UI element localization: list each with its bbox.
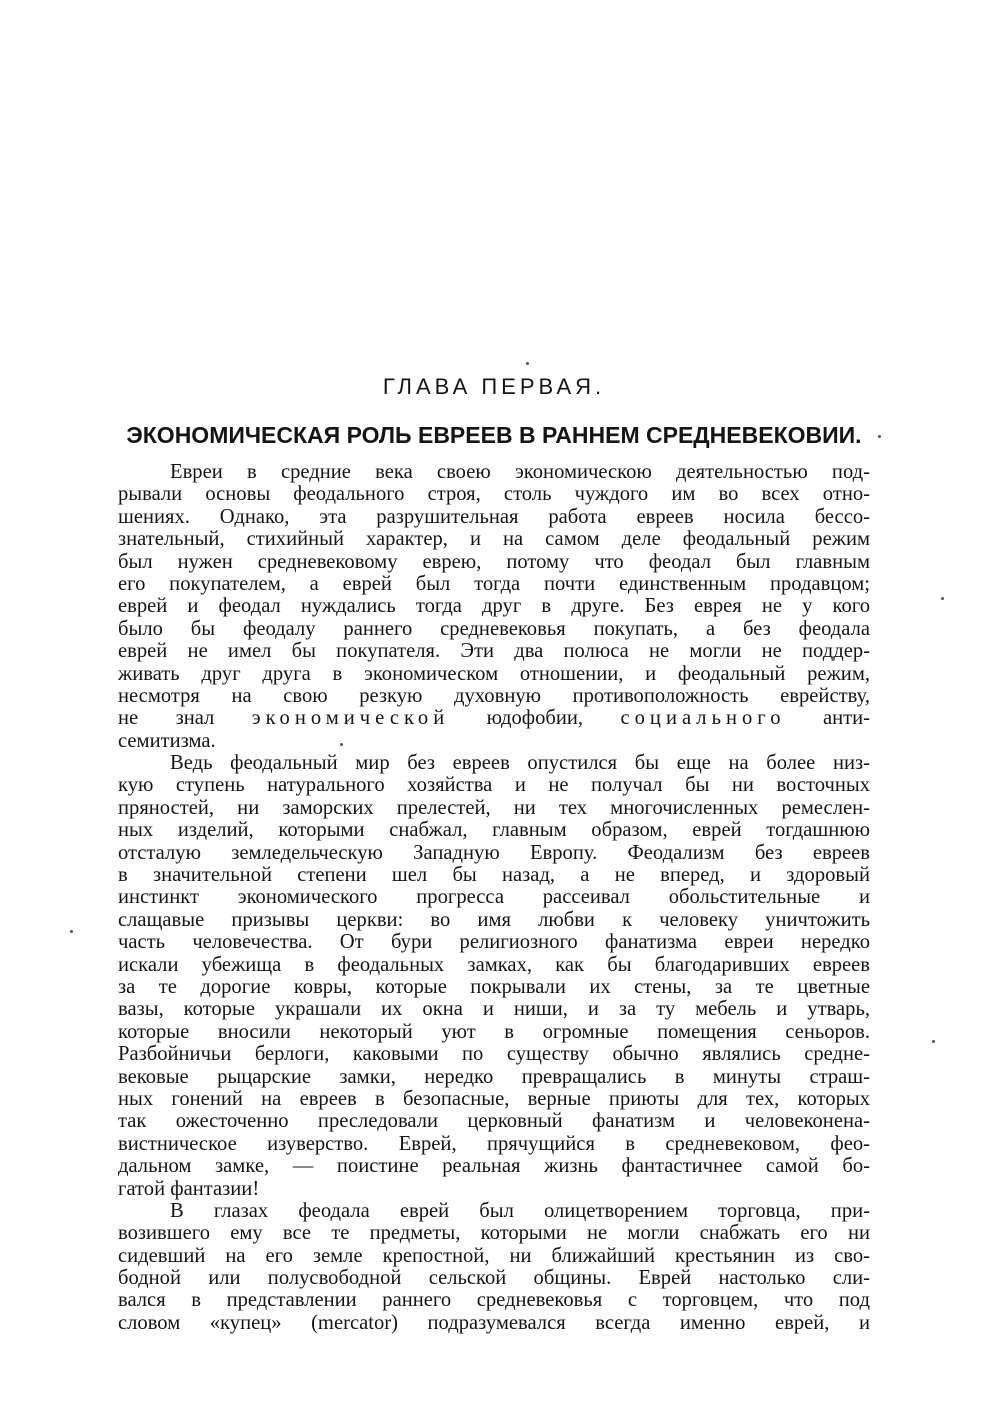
text-line: семитизма. (118, 729, 216, 752)
text-line: дальном замке, — поистине реальная жизнь фантастичнее самой бо- (118, 1155, 870, 1178)
text-segment: юдофобии, (486, 707, 584, 730)
scan-speck (526, 362, 529, 365)
spaced-word: социального (620, 707, 786, 730)
text-segment: анти- (822, 707, 870, 730)
text-line: был нужен средневековому еврею, потому что феодал был главным (118, 550, 870, 573)
scan-speck (941, 597, 944, 600)
text-line: рывали основы феодального строя, столь чуждого им во всех отно- (118, 483, 870, 506)
text-line: инстинкт экономического прогресса рассеивал обольстительные и (118, 886, 870, 909)
scan-speck (878, 435, 881, 438)
scan-speck (932, 1040, 935, 1043)
text-line: часть человечества. От бури религиозного фанатизма евреи нередко (118, 931, 870, 954)
text-line: так ожесточенно преследовали церковный фанатизм и человеконена- (118, 1110, 870, 1133)
text-line: живать друг друга в экономическом отношении, и феодальный режим, (118, 662, 870, 685)
text-line: знательный, стихийный характер, и на самом деле феодальный режим (118, 528, 870, 551)
text-line: пряностей, ни заморских прелестей, ни тех многочисленных ремеслен- (118, 796, 870, 819)
text-line: еврей не имел бы покупателя. Эти два полюса не могли не поддер- (118, 640, 870, 663)
text-line: ных гонений на евреев в безопасные, верные приюты для тех, которых (118, 1087, 870, 1110)
text-line: еврей и феодал нуждались тогда друг в друге. Без еврея не у кого (118, 595, 870, 618)
text-line: гатой фантазии! (118, 1177, 260, 1200)
scan-speck (70, 930, 73, 933)
text-line-spaced (118, 707, 870, 729)
text-line: вазы, которые украшали их окна и ниши, и за ту мебель и утварь, (118, 998, 870, 1021)
text-line: искали убежища в феодальных замках, как бы благодаривших евреев (118, 953, 870, 976)
text-line: Разбойничьи берлоги, каковыми по существу обычно являлись средне- (118, 1043, 870, 1066)
text-line: слащавые призывы церкви: во имя любви к человеку уничтожить (118, 908, 870, 931)
chapter-heading: ГЛАВА ПЕРВАЯ. (382, 374, 606, 399)
text-line: которые вносили некоторый уют в огромные помещения сеньоров. (118, 1020, 870, 1043)
text-line: бодной или полусвободной сельской общины. Еврей настолько сли- (118, 1267, 870, 1290)
text-line: было бы феодалу раннего средневековья покупать, а без феодала (118, 617, 870, 640)
text-line: сидевший на его земле крепостной, ни ближайший крестьянин из сво- (118, 1244, 870, 1267)
text-line: возившего ему все те предметы, которыми не могли снабжать его ни (118, 1222, 870, 1245)
text-line: В глазах феодала еврей был олицетворением торговца, при- (170, 1199, 870, 1222)
text-line: Евреи в средние века своею экономическою деятельностью под- (170, 461, 870, 483)
text-line: словом «купец» (mercator) подразумевался всегда именно еврей, и (118, 1311, 870, 1334)
spaced-word: экономической (251, 707, 450, 730)
text-line: кую ступень натурального хозяйства и не получал бы ни восточных (118, 774, 870, 797)
text-line: вался в представлении раннего средневековья с торговцем, что под (118, 1289, 870, 1312)
text-line: его покупателем, а еврей был тогда почти единственным продавцом; (118, 572, 870, 595)
text-line: отсталую земледельческую Западную Европу. Феодализм без евреев (118, 841, 870, 864)
scan-speck (340, 743, 343, 746)
text-line: за те дорогие ковры, которые покрывали их стены, за те цветные (118, 975, 870, 998)
text-line: ных изделий, которыми снабжал, главным образом, еврей тогдашнюю (118, 819, 870, 842)
text-line: в значительной степени шел бы назад, а не вперед, и здоровый (118, 864, 870, 887)
chapter-title: ЭКОНОМИЧЕСКАЯ РОЛЬ ЕВРЕЕВ В РАННЕМ СРЕДНЕВЕКОВИИ. (126, 422, 862, 448)
text-line: шениях. Однако, эта разрушительная работа евреев носила бессо- (118, 505, 870, 528)
text-line: несмотря на свою резкую духовную противоположность еврейству, (118, 684, 870, 707)
text-line: Ведь феодальный мир без евреев опустился бы еще на более низ- (170, 752, 870, 775)
body-text (118, 461, 870, 1334)
text-segment: не знал (118, 707, 215, 730)
text-line: вековые рыцарские замки, нередко превращались в минуты страш- (118, 1065, 870, 1088)
text-line: вистническое изуверство. Еврей, прячущийся в средневековом, фео- (118, 1132, 870, 1155)
